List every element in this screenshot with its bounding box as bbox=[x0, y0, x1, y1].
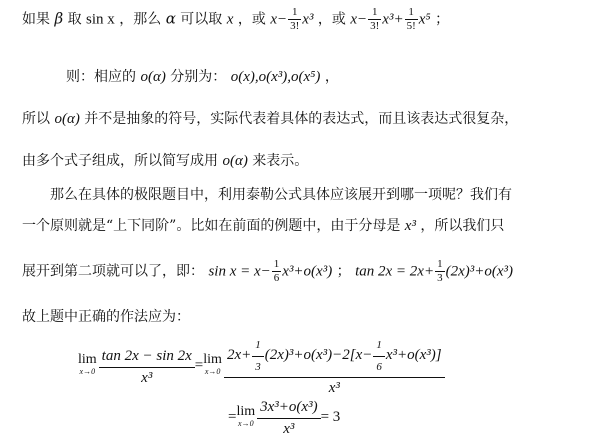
equals: = bbox=[194, 357, 204, 374]
math-expr: x− bbox=[270, 11, 288, 28]
formula-line-2 bbox=[228, 398, 340, 437]
math-x3: x³ bbox=[404, 218, 416, 234]
math-expr: x³ bbox=[302, 11, 314, 28]
fraction: $\frac{1}{3!}$ bbox=[290, 6, 300, 32]
math-o-alpha: o(α) bbox=[140, 69, 166, 85]
text-line-8 bbox=[22, 306, 190, 326]
text: 可以取 bbox=[180, 11, 223, 28]
text: ，那么 bbox=[119, 11, 162, 28]
text-line-5 bbox=[50, 184, 512, 204]
fraction-result: $\frac{\text{3x³+o(x³)}}{\text{x³}}$ bbox=[257, 398, 320, 437]
result: = 3 bbox=[320, 408, 341, 425]
text: 来表示。 bbox=[252, 153, 309, 169]
text: 分别为： bbox=[170, 69, 227, 85]
math-expr: x³+o(x³) bbox=[282, 263, 333, 280]
math-expr: x³+ bbox=[382, 11, 404, 28]
text: 并不是抽象的符号，实际代表着具体的表达式，而且该表达式很复杂， bbox=[84, 111, 519, 127]
math-sinx: sin x bbox=[86, 11, 115, 28]
text-line-6 bbox=[22, 215, 504, 235]
equals: = bbox=[228, 408, 237, 425]
text: 展开到第二项就可以了，即： bbox=[22, 263, 204, 280]
text: ； bbox=[435, 11, 450, 28]
text: 一个原则就是“上下同阶”。比如在前面的例题中，由于分母是 bbox=[22, 218, 401, 234]
math-expr: x⁵ bbox=[418, 11, 431, 28]
limit: lim x→0 bbox=[203, 352, 222, 376]
text: 故上题中正确的作法应为： bbox=[22, 309, 190, 325]
text: 所以 bbox=[22, 111, 50, 127]
text-line-7 bbox=[22, 258, 513, 285]
limit: lim x→0 bbox=[236, 403, 256, 428]
math-alpha: α bbox=[165, 9, 176, 28]
fraction-lhs: $\frac{\tan 2x - \sin 2x}{\text{x³}}$ bbox=[99, 347, 195, 386]
math-beta: β bbox=[54, 9, 64, 28]
limit: lim x→0 bbox=[78, 352, 97, 376]
fraction: $\frac{1}{5!}$ bbox=[406, 6, 416, 32]
text-line-2 bbox=[66, 66, 339, 86]
text: ，或 bbox=[317, 11, 346, 28]
math-expr: (2x)³+o(x³) bbox=[445, 263, 514, 280]
math-expr: sin x = x− bbox=[208, 263, 271, 280]
math-x: x bbox=[226, 11, 234, 28]
text: 那么在具体的极限题目中，利用泰勒公式具体应该展开到哪一项呢？我们有 bbox=[50, 187, 512, 203]
text: 则：相应的 bbox=[66, 69, 136, 85]
text: ，或 bbox=[237, 11, 266, 28]
text-line-3 bbox=[22, 108, 518, 128]
fraction-expanded: 2x+ $\frac{1}{3}$ (2x)³+o(x³)−2[x− $\frac{1}{6}$ x³+o(x³)] x³ bbox=[224, 336, 445, 396]
text: 由多个式子组成，所以简写成用 bbox=[22, 153, 218, 169]
text: 取 bbox=[67, 11, 82, 28]
fraction: $\frac{1}{3!}$ bbox=[370, 6, 380, 32]
text-line-1 bbox=[22, 6, 449, 33]
text-line-4 bbox=[22, 150, 308, 170]
math-o-alpha: o(α) bbox=[222, 153, 248, 169]
math-expr: tan 2x = 2x+ bbox=[355, 263, 435, 280]
text: ； bbox=[336, 263, 351, 280]
math-o-alpha: o(α) bbox=[54, 111, 80, 127]
formula-line-1 bbox=[78, 336, 445, 396]
text: ， bbox=[324, 69, 339, 85]
math-expr: o(x),o(x³),o(x⁵) bbox=[230, 69, 321, 85]
fraction: $\frac{1}{6}$ bbox=[273, 258, 280, 284]
math-expr: x− bbox=[350, 11, 368, 28]
text: ，所以我们只 bbox=[420, 218, 505, 234]
fraction: $\frac{1}{3}$ bbox=[437, 258, 443, 284]
text: 如果 bbox=[22, 11, 50, 28]
